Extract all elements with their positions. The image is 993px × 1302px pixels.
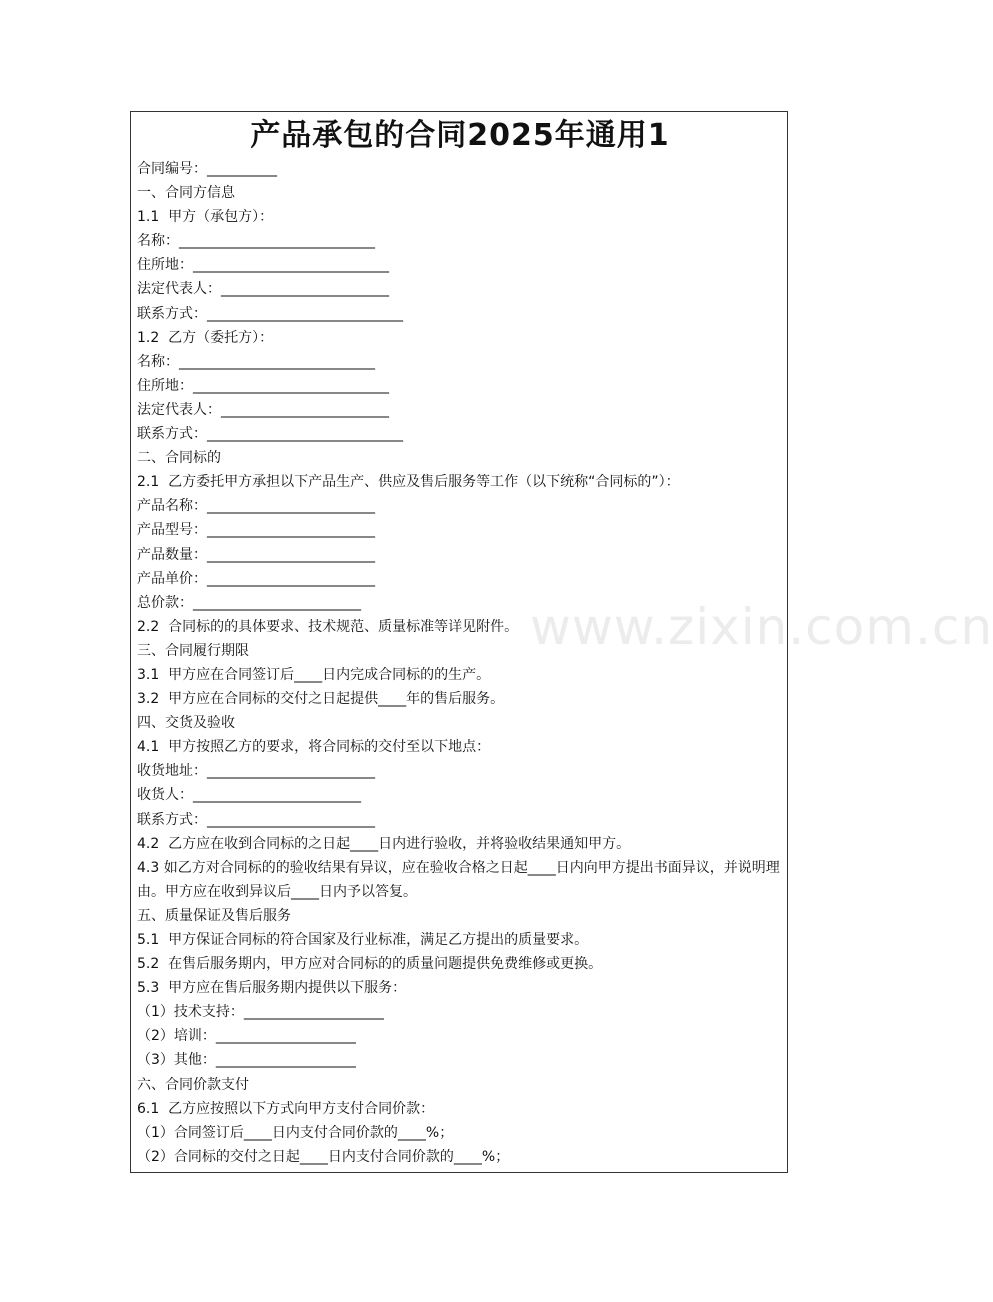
section-heading: 四、交货及验收 <box>137 715 235 732</box>
clause-line: 1.2 乙方（委托方）： <box>137 329 274 346</box>
fill-in-line: 名称：____________________________ <box>137 233 375 250</box>
section-heading: 六、合同价款支付 <box>137 1076 249 1093</box>
clause-line: 3.1 甲方应在合同签订后____日内完成合同标的的生产。 <box>137 666 491 683</box>
section-heading: 二、合同标的 <box>137 450 221 467</box>
clause-line: 3.2 甲方应在合同标的交付之日起提供____年的售后服务。 <box>137 691 505 708</box>
clause-line: 5.3 甲方应在售后服务期内提供以下服务： <box>137 980 407 997</box>
fill-in-line: 产品名称：________________________ <box>137 498 375 515</box>
clause-line: 4.2 乙方应在收到合同标的之日起____日内进行验收，并将验收结果通知甲方。 <box>137 835 631 852</box>
section-heading: 三、合同履行期限 <box>137 642 249 659</box>
fill-in-line: 联系方式：________________________ <box>137 811 375 828</box>
fill-in-line: （3）其他：____________________ <box>137 1052 356 1069</box>
payment-line: （1）合同签订后____日内支付合同价款的____%； <box>137 1124 454 1141</box>
watermark: www.zixin.com.cn <box>530 598 993 656</box>
fill-in-line: 联系方式：____________________________ <box>137 305 403 322</box>
clause-line: 5.2 在售后服务期内，甲方应对合同标的的质量问题提供免费维修或更换。 <box>137 956 603 973</box>
fill-in-line: 产品型号：________________________ <box>137 522 375 539</box>
fill-in-line: 收货地址：________________________ <box>137 763 375 780</box>
contract-number-line: 合同编号：__________ <box>137 161 277 177</box>
section-heading: 一、合同方信息 <box>137 185 235 202</box>
clause-line: 4.1 甲方按照乙方的要求，将合同标的交付至以下地点： <box>137 739 491 756</box>
fill-in-line: 住所地：____________________________ <box>137 377 389 394</box>
clause-line: 1.1 甲方（承包方）： <box>137 209 274 226</box>
payment-line: （2）合同标的交付之日起____日内支付合同价款的____%； <box>137 1148 510 1165</box>
fill-in-line: 产品单价：________________________ <box>137 570 375 587</box>
fill-in-line: 联系方式：____________________________ <box>137 426 403 443</box>
clause-line: 5.1 甲方保证合同标的符合国家及行业标准，满足乙方提出的质量要求。 <box>137 932 589 948</box>
fill-in-line: 住所地：____________________________ <box>137 257 389 274</box>
clause-line: 2.1 乙方委托甲方承担以下产品生产、供应及售后服务等工作（以下统称“合同标的”）： <box>137 474 680 491</box>
section-heading: 五、质量保证及售后服务 <box>137 907 291 924</box>
fill-in-line: 产品数量：________________________ <box>137 546 375 563</box>
fill-in-line: 名称：____________________________ <box>137 353 375 370</box>
fill-in-line: （2）培训：____________________ <box>137 1028 356 1045</box>
document-body <box>137 157 782 1169</box>
clause-line: 4.3 如乙方对合同标的的验收结果有异议，应在验收合格之日起____日内向甲方提出书面异议，并说明理由。甲方应在收到异议后____日内予以答复。 <box>137 859 780 900</box>
fill-in-line: 收货人：________________________ <box>137 787 361 804</box>
fill-in-line: 法定代表人：________________________ <box>137 401 389 418</box>
clause-line: 2.2 合同标的的具体要求、技术规范、质量标准等详见附件。 <box>137 618 519 635</box>
clause-line: 6.1 乙方应按照以下方式向甲方支付合同价款： <box>137 1100 435 1117</box>
document-title: 产品承包的合同2025年通用1 <box>250 118 670 153</box>
fill-in-line: 总价款：________________________ <box>137 594 361 611</box>
fill-in-line: （1）技术支持：____________________ <box>137 1004 384 1021</box>
fill-in-line: 法定代表人：________________________ <box>137 281 389 298</box>
